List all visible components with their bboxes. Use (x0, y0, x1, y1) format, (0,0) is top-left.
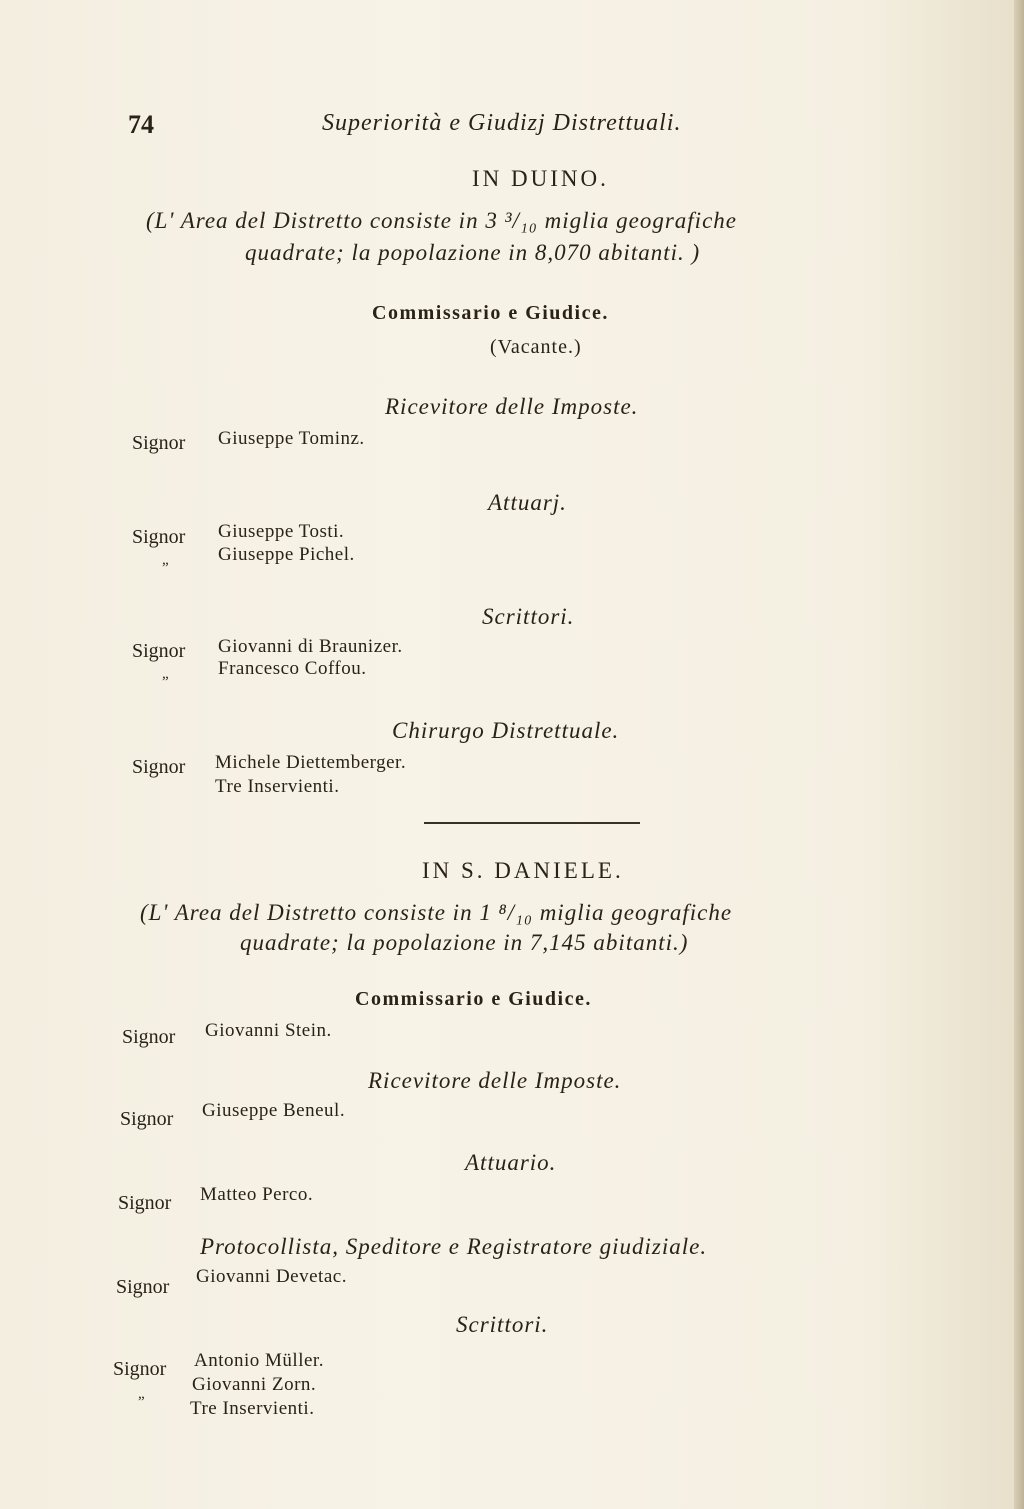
duino-scrittori-name-1: Giovanni di Braunizer. (218, 636, 403, 657)
page-edge (1014, 0, 1024, 1509)
page-number: 74 (128, 110, 154, 139)
daniele-protocollista-signor: Signor (116, 1276, 170, 1298)
duino-attuarj-heading: Attuarj. (488, 490, 567, 515)
duino-scrittori-heading: Scrittori. (482, 604, 575, 629)
daniele-attuario-heading: Attuario. (465, 1150, 557, 1175)
duino-ricevitore-heading: Ricevitore delle Imposte. (385, 394, 639, 419)
duino-attuarj-ditto: ” (162, 560, 169, 576)
running-title: Superiorità e Giudizj Distrettuali. (322, 110, 682, 136)
daniele-commissario-signor: Signor (122, 1026, 176, 1048)
duino-commissario-heading: Commissario e Giudice. (372, 302, 609, 324)
duino-scrittori-signor: Signor (132, 640, 186, 662)
duino-attuarj-name-1: Giuseppe Tosti. (218, 521, 345, 542)
duino-scrittori-ditto: ” (162, 674, 169, 690)
section-divider (424, 822, 640, 824)
daniele-note-line2: quadrate; la popolazione in 7,145 abitanti.) (240, 930, 689, 955)
daniele-attuario-name: Matteo Perco. (200, 1184, 314, 1205)
daniele-scrittori-name-2: Giovanni Zorn. (192, 1374, 317, 1395)
duino-chirurgo-name: Michele Diettemberger. (215, 752, 407, 773)
daniele-ricevitore-signor: Signor (120, 1108, 174, 1130)
daniele-ricevitore-name: Giuseppe Beneul. (202, 1100, 346, 1121)
duino-commissario-vacante: (Vacante.) (490, 336, 582, 358)
duino-title: IN DUINO. (472, 166, 609, 191)
daniele-inservienti: Tre Inservienti. (190, 1398, 315, 1419)
duino-attuarj-signor: Signor (132, 526, 186, 548)
daniele-protocollista-heading: Protocollista, Speditore e Registratore giudiziale. (200, 1234, 708, 1259)
duino-inservienti: Tre Inservienti. (215, 776, 340, 797)
daniele-scrittori-signor: Signor (113, 1358, 167, 1380)
daniele-commissario-name: Giovanni Stein. (205, 1020, 332, 1041)
daniele-scrittori-ditto: ” (138, 1394, 145, 1410)
daniele-ricevitore-heading: Ricevitore delle Imposte. (368, 1068, 622, 1093)
daniele-attuario-signor: Signor (118, 1192, 172, 1214)
duino-ricevitore-name: Giuseppe Tominz. (218, 428, 365, 449)
daniele-scrittori-heading: Scrittori. (456, 1312, 549, 1337)
duino-note-line1: (L' Area del Distretto consiste in 3 ³/₁₀ miglia geografiche (146, 208, 737, 233)
duino-scrittori-name-2: Francesco Coffou. (218, 658, 367, 679)
daniele-note-line1: (L' Area del Distretto consiste in 1 ⁸/₁₀ miglia geografiche (140, 900, 733, 925)
duino-attuarj-name-2: Giuseppe Pichel. (218, 544, 355, 565)
daniele-protocollista-name: Giovanni Devetac. (196, 1266, 347, 1287)
duino-ricevitore-signor: Signor (132, 432, 186, 454)
daniele-commissario-heading: Commissario e Giudice. (355, 988, 592, 1010)
daniele-title: IN S. DANIELE. (422, 858, 624, 883)
duino-chirurgo-heading: Chirurgo Distrettuale. (392, 718, 620, 743)
daniele-scrittori-name-1: Antonio Müller. (194, 1350, 324, 1371)
duino-chirurgo-signor: Signor (132, 756, 186, 778)
duino-note-line2: quadrate; la popolazione in 8,070 abitanti. ) (245, 240, 701, 265)
